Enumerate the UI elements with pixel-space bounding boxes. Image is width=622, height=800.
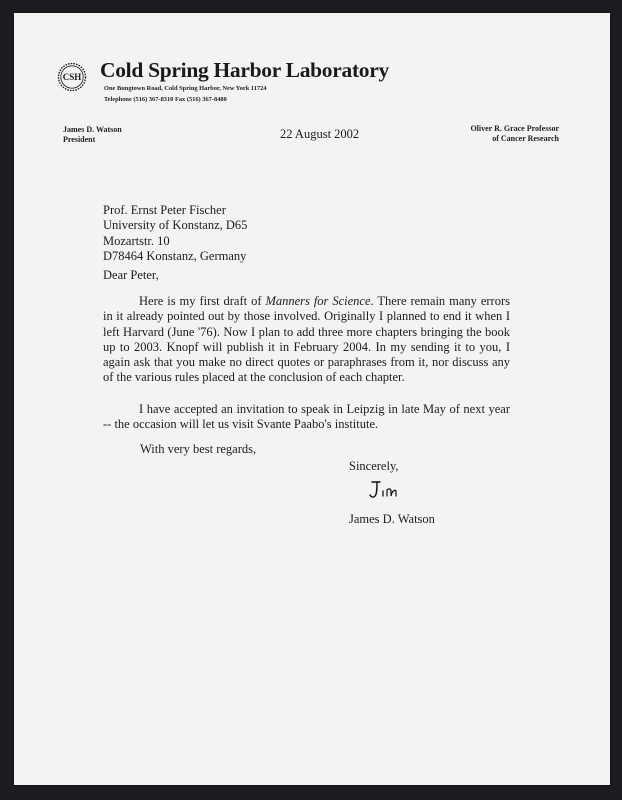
paragraph-text: I have accepted an invitation to speak in Leipzig in late May of next year -- the occasion will let us visit Svante Paabo's institute. xyxy=(103,402,510,432)
csh-seal-logo xyxy=(57,62,87,92)
organization-phone: Telephone (516) 367-8310 Fax (516) 367-8480 xyxy=(104,96,227,103)
sender-block xyxy=(63,125,122,145)
logo-text: CSH xyxy=(62,72,82,83)
professorship-line-1: Oliver R. Grace Professor xyxy=(470,124,559,133)
professorship-block xyxy=(470,124,559,144)
book-title: Manners for Science xyxy=(265,294,371,308)
letter-page xyxy=(14,13,610,785)
recipient-address xyxy=(103,203,247,264)
organization-name: Cold Spring Harbor Laboratory xyxy=(100,58,389,82)
salutation: Dear Peter, xyxy=(103,268,159,282)
sign-off: Sincerely, xyxy=(349,459,399,473)
recipient-line: University of Konstanz, D65 xyxy=(103,218,248,233)
paragraph-text: Here is my first draft of xyxy=(139,294,266,308)
recipient-line: D78464 Konstanz, Germany xyxy=(103,248,247,263)
professorship-line-2: of Cancer Research xyxy=(492,134,559,143)
recipient-line: Mozartstr. 10 xyxy=(103,233,170,248)
body-paragraph-1 xyxy=(103,294,510,386)
letter-date: 22 August 2002 xyxy=(280,127,360,141)
sender-title: President xyxy=(63,135,96,144)
closing-line: With very best regards, xyxy=(140,442,257,456)
recipient-line: Prof. Ernst Peter Fischer xyxy=(103,203,226,217)
organization-address: One Bungtown Road, Cold Spring Harbor, New York 11724 xyxy=(104,85,267,92)
sender-name: James D. Watson xyxy=(63,125,122,134)
paragraph-text: . There remain many errors in it already pointed out by those involved. Originally I planned to end it when I left Harvard (June '76). Now I plan to add three more chapters bringing the book up to 2003. Knopf will publish it in February 2004. In my sending it to you, I again ask that you make no direct quotes or paraphrases from it, nor discuss any of the various rules placed at the conclusion of each chapter. xyxy=(103,294,510,385)
handwritten-signature xyxy=(368,479,408,501)
signer-name: James D. Watson xyxy=(349,512,435,526)
body-paragraph-2 xyxy=(103,402,510,433)
